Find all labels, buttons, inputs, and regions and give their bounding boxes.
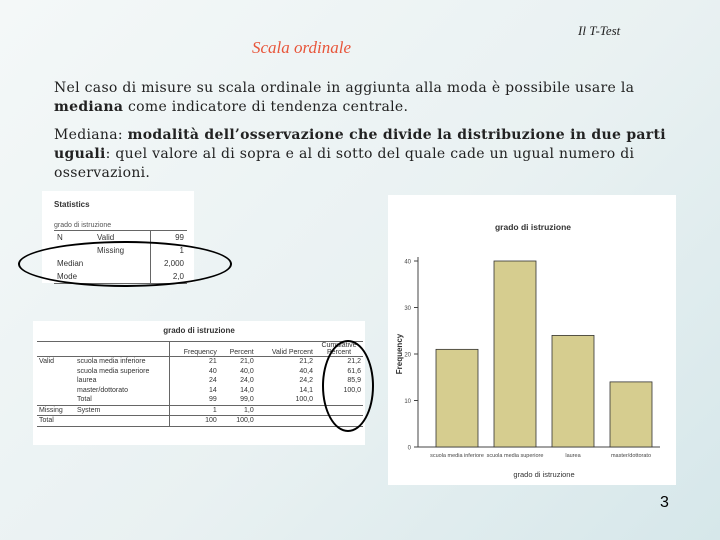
chart-y-tick-label: 30	[404, 306, 411, 312]
freq-header: Cumulative Percent	[321, 342, 357, 356]
stats-value: 1	[179, 246, 184, 255]
stats-label: Valid	[94, 231, 151, 245]
chart-y-tick-label: 40	[404, 259, 411, 266]
freq-header: Valid Percent	[271, 349, 313, 356]
paragraph-text: : quel valore al di sopra e al di sotto del quale cade un ugual numero di osservazioni.	[54, 146, 635, 181]
freq-cell	[256, 416, 315, 427]
freq-cell: master/dottorato	[75, 386, 170, 396]
freq-cell: 1	[212, 406, 217, 414]
chart-y-tick-label: 0	[407, 445, 411, 452]
chart-bar	[610, 382, 652, 447]
stats-label: Missing	[94, 244, 151, 257]
stats-label: Median	[57, 259, 84, 268]
freq-cell: 40,0	[240, 367, 254, 375]
slide-title: Scala ordinale	[252, 38, 351, 57]
freq-cell: 99	[209, 396, 217, 404]
freq-header	[75, 342, 170, 357]
header-subtitle: Il T-Test	[578, 23, 621, 38]
paragraph-text: Nel caso di misure su scala ordinale in aggiunta alla moda è possibile usare la	[54, 80, 635, 96]
freq-cell: System	[75, 405, 170, 416]
chart-bar	[494, 261, 536, 447]
freq-cell: 61,6	[347, 367, 361, 375]
page-number: 3	[660, 494, 669, 511]
freq-cell	[37, 386, 75, 396]
paragraph-bold-text: mediana	[54, 99, 124, 115]
stats-value: 2,0	[172, 272, 184, 281]
freq-cell	[37, 376, 75, 386]
freq-cell: 24,0	[240, 377, 254, 385]
freq-cell: 14,0	[240, 386, 254, 394]
freq-cell: 21	[209, 358, 217, 366]
freq-cell: Missing	[39, 406, 63, 414]
paragraph-median-definition	[54, 126, 674, 183]
cumulative-highlight-ellipse	[322, 340, 374, 432]
statistics-variable: grado di istruzione	[54, 222, 112, 229]
chart-x-axis-label: grado di istruzione	[513, 470, 575, 479]
chart-bar	[552, 335, 594, 447]
freq-cell: Total	[75, 395, 170, 405]
chart-y-tick-label: 10	[404, 399, 411, 405]
freq-cell: 100,0	[295, 396, 313, 404]
freq-cell: scuola media superiore	[75, 367, 170, 377]
freq-header: Percent	[229, 349, 254, 356]
chart-bar	[436, 349, 478, 447]
freq-cell: 14	[209, 386, 217, 394]
freq-cell: scuola media inferiore	[75, 357, 170, 367]
freq-cell: 21,2	[347, 358, 361, 366]
chart-title: grado di istruzione	[494, 222, 572, 232]
stats-value: 2,000	[163, 259, 184, 268]
freq-cell	[75, 416, 170, 427]
chart-y-axis-label: Frequency	[395, 333, 404, 375]
freq-cell: 85,9	[347, 377, 361, 385]
freq-header	[37, 342, 75, 357]
freq-cell: 24	[209, 377, 217, 385]
freq-cell	[256, 405, 315, 416]
freq-cell: laurea	[75, 376, 170, 386]
frequency-table	[37, 341, 363, 427]
freq-cell: 1,0	[244, 406, 254, 414]
chart-x-tick-label: master/dottorato	[610, 453, 652, 459]
stats-label: N	[57, 233, 63, 242]
freq-cell: 40	[209, 367, 217, 375]
paragraph-text: come indicatore di tendenza centrale.	[123, 99, 409, 115]
freq-cell: 100	[205, 417, 217, 425]
bar-chart	[388, 195, 676, 485]
freq-cell: Total	[39, 417, 54, 425]
statistics-title: Statistics	[54, 200, 90, 209]
frequency-table-title: grado di istruzione	[163, 326, 235, 335]
bar-chart-image	[388, 195, 676, 485]
freq-cell: 99,0	[240, 396, 254, 404]
freq-cell	[37, 367, 75, 377]
chart-x-tick-label: scuola media inferiore	[430, 453, 484, 459]
freq-cell: 100,0	[236, 417, 254, 425]
paragraph-bold-text: modalità dell’osservazione che divide la distribuzione in due parti uguali	[54, 127, 666, 162]
freq-cell: 14,1	[299, 386, 313, 394]
frequency-table-image	[33, 321, 365, 445]
paragraph-mode-median	[54, 79, 674, 117]
paragraph-text: Mediana:	[54, 127, 128, 143]
freq-cell	[37, 395, 75, 405]
freq-cell: 21,0	[240, 358, 254, 366]
freq-cell: 40,4	[299, 367, 313, 375]
freq-cell: 100,0	[343, 386, 361, 394]
freq-cell: 21,2	[299, 358, 313, 366]
freq-cell: Valid	[39, 358, 55, 366]
freq-cell: 24,2	[299, 377, 313, 385]
median-highlight-ellipse	[18, 241, 232, 287]
chart-y-tick-label: 20	[404, 352, 411, 359]
chart-x-tick-label: laurea	[565, 453, 581, 459]
freq-header: Frequency	[183, 349, 217, 356]
chart-x-tick-label: scuola media superiore	[486, 453, 544, 459]
stats-label: Mode	[57, 272, 78, 281]
stats-value: 99	[175, 233, 184, 242]
